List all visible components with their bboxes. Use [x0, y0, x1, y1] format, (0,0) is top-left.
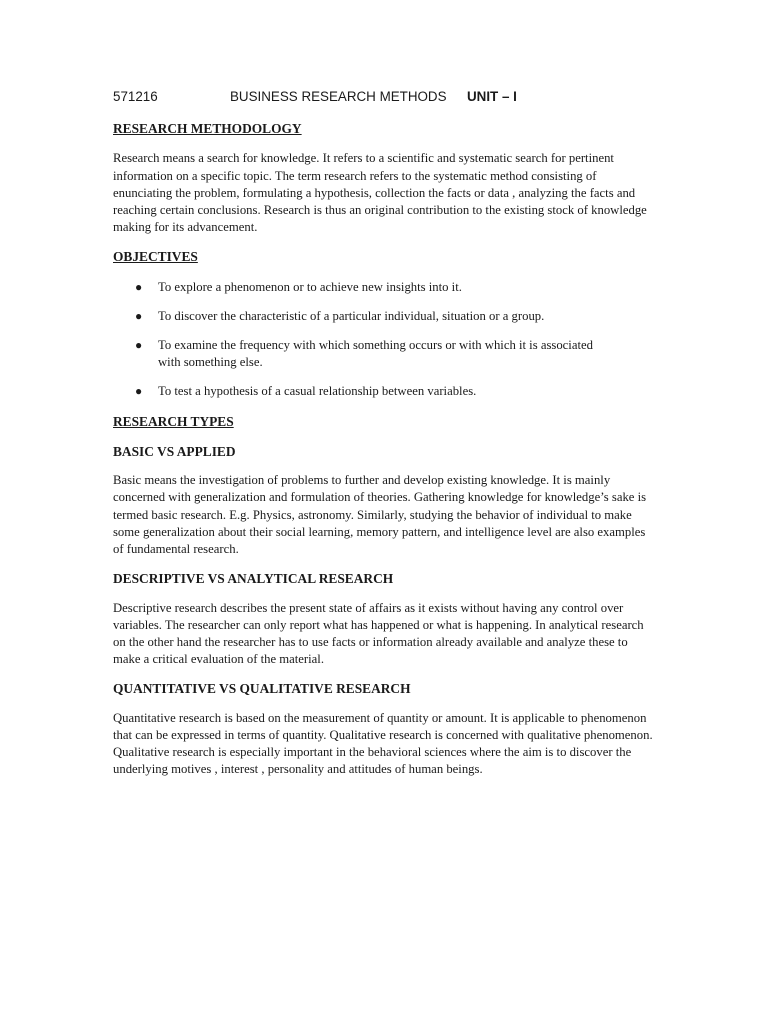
course-title: BUSINESS RESEARCH METHODS	[230, 89, 447, 104]
methodology-paragraph: Research means a search for knowledge. It refers to a scientific and systematic search for pertinent information on a specific topic. The term research refers to the systematic method consisting of enunciating the problem, formulating a hypothesis, collection the facts or data , analyzing the facts and reaching certain conclusions. Research is thus an original contribution to the existing stock of knowledge making for its advancement.	[113, 151, 647, 235]
objectives-list	[113, 279, 658, 401]
quantitative-heading: QUANTITATIVE VS QUALITATIVE RESEARCH	[113, 681, 411, 697]
quantitative-paragraph: Quantitative research is based on the measurement of quantity or amount. It is applicable to phenomenon that can be expressed in terms of quantity. Qualitative research is concerned with qualitative phenomenon. Qualitative research is especially important in the behavioral sciences where the aim is to discover the underlying motives , interest , personality and attitudes of human beings.	[113, 710, 653, 777]
page-header	[113, 88, 658, 108]
objective-text: To test a hypothesis of a casual relationship between variables.	[158, 384, 477, 399]
basic-heading: BASIC VS APPLIED	[113, 443, 236, 459]
objective-text: To explore a phenomenon or to achieve new insights into it.	[158, 279, 462, 294]
list-item	[113, 279, 658, 296]
methodology-heading: RESEARCH METHODOLOGY	[113, 121, 302, 136]
list-item	[113, 337, 658, 371]
objectives-heading: OBJECTIVES	[113, 249, 198, 265]
bullet-icon: ●	[135, 384, 143, 399]
list-item	[113, 383, 658, 400]
objective-text: To examine the frequency with which something occurs or with which it is associated with something else.	[158, 338, 593, 370]
course-code: 571216	[113, 89, 158, 104]
descriptive-paragraph: Descriptive research describes the present state of affairs as it exists without having any control over variables. The researcher can only report what has happened or what is happening. In analytical research on the other hand the researcher has to use facts or information already available and analyze these to make a critical evaluation of the material.	[113, 600, 644, 667]
unit-label: UNIT – I	[467, 89, 517, 104]
basic-paragraph: Basic means the investigation of problems to further and develop existing knowledge. It is mainly concerned with generalization and formulation of theories. Gathering knowledge for knowledge’s sake is termed basic research. E.g. Physics, astronomy. Similarly, studying the behavior of individual to make some generalization about their social learning, memory pattern, and intelligence level are also examples of fundamental research.	[113, 473, 647, 557]
document-content	[113, 88, 658, 778]
list-item	[113, 308, 658, 325]
bullet-icon: ●	[135, 338, 143, 353]
descriptive-heading: DESCRIPTIVE VS ANALYTICAL RESEARCH	[113, 571, 394, 587]
objective-text: To discover the characteristic of a particular individual, situation or a group.	[158, 308, 545, 323]
research-types-heading: RESEARCH TYPES	[113, 413, 234, 429]
bullet-icon: ●	[135, 308, 143, 323]
bullet-icon: ●	[135, 279, 143, 294]
